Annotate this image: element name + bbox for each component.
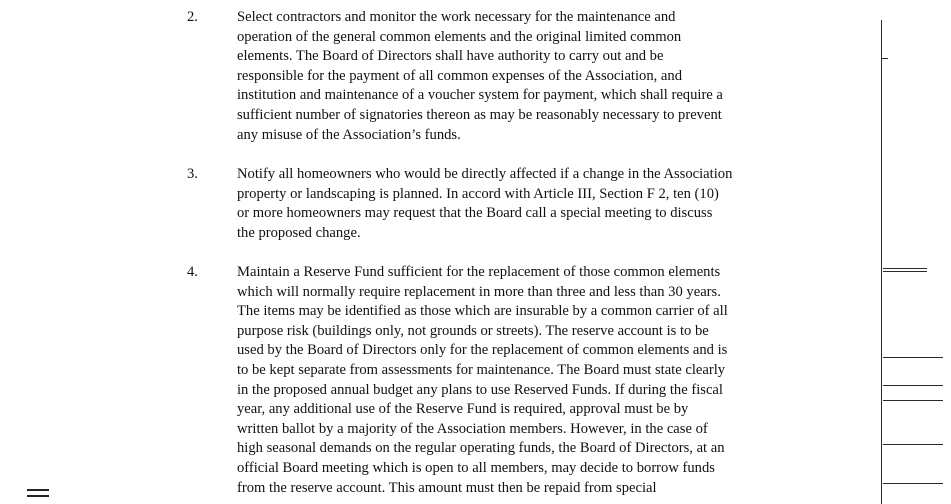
margin-tick-mark: [883, 357, 943, 358]
item-number: 3.: [187, 166, 198, 182]
margin-dash-mark: [27, 495, 49, 497]
text-line: Select contractors and monitor the work necessary for the maintenance and: [237, 9, 676, 25]
margin-tick-mark: [883, 444, 943, 445]
margin-tick-mark: [883, 483, 943, 484]
text-line: to be kept separate from assessments for maintenance. The Board must state clearly: [237, 361, 726, 378]
text-line: operation of the general common elements and the original limited common: [237, 28, 682, 45]
text-line: The items may be identified as those which are insurable by a common carrier of all: [237, 303, 728, 320]
text-line: property or landscaping is planned. In accord with Article III, Section F 2, ten (10): [237, 185, 719, 202]
margin-dash-mark: [27, 489, 49, 491]
text-line: official Board meeting which is open to all members, may decide to borrow funds: [237, 459, 715, 476]
text-line: high seasonal demands on the regular operating funds, the Board of Directors, at an: [237, 440, 725, 457]
item-number: 2.: [187, 9, 198, 25]
text-line: which will normally require replacement in more than three and less than 30 years.: [237, 283, 721, 300]
text-line: year, any additional use of the Reserve Fund is required, approval must be by: [237, 401, 689, 418]
margin-tick-mark: [883, 385, 943, 386]
text-line: or more homeowners may request that the Board call a special meeting to discuss: [237, 205, 713, 222]
margin-tick-mark: [881, 58, 888, 59]
margin-tick-mark: [883, 400, 943, 401]
text-line: any misuse of the Association’s funds.: [237, 126, 461, 143]
margin-tick-mark: [883, 268, 927, 269]
text-line: Notify all homeowners who would be directly affected if a change in the Association: [237, 166, 733, 182]
text-line: institution and maintenance of a voucher system for payment, which shall require a: [237, 87, 723, 104]
text-line: purpose risk (buildings only, not grounds or streets). The reserve account is to be: [237, 322, 709, 339]
text-line: from the reserve account. This amount must then be repaid from special: [237, 479, 657, 496]
text-line: used by the Board of Directors only for the replacement of common elements and is: [237, 342, 728, 359]
text-line: elements. The Board of Directors shall have authority to carry out and be: [237, 48, 664, 65]
item-number: 4.: [187, 264, 198, 280]
text-line: Maintain a Reserve Fund sufficient for the replacement of those common elements: [237, 264, 721, 280]
text-line: responsible for the payment of all common expenses of the Association, and: [237, 67, 683, 84]
item-text: [237, 8, 797, 145]
item-text: [237, 165, 797, 243]
text-line: in the proposed annual budget any plans to use Reserved Funds. If during the fiscal: [237, 381, 723, 398]
margin-tick-mark: [883, 271, 927, 272]
margin-scan-line: [881, 20, 882, 504]
text-line: sufficient number of signatories thereon as may be reasonably necessary to prevent: [237, 106, 722, 123]
text-line: the proposed change.: [237, 224, 361, 241]
item-text: [237, 263, 797, 498]
text-line: written ballot by a majority of the Association members. However, in the case of: [237, 420, 708, 437]
